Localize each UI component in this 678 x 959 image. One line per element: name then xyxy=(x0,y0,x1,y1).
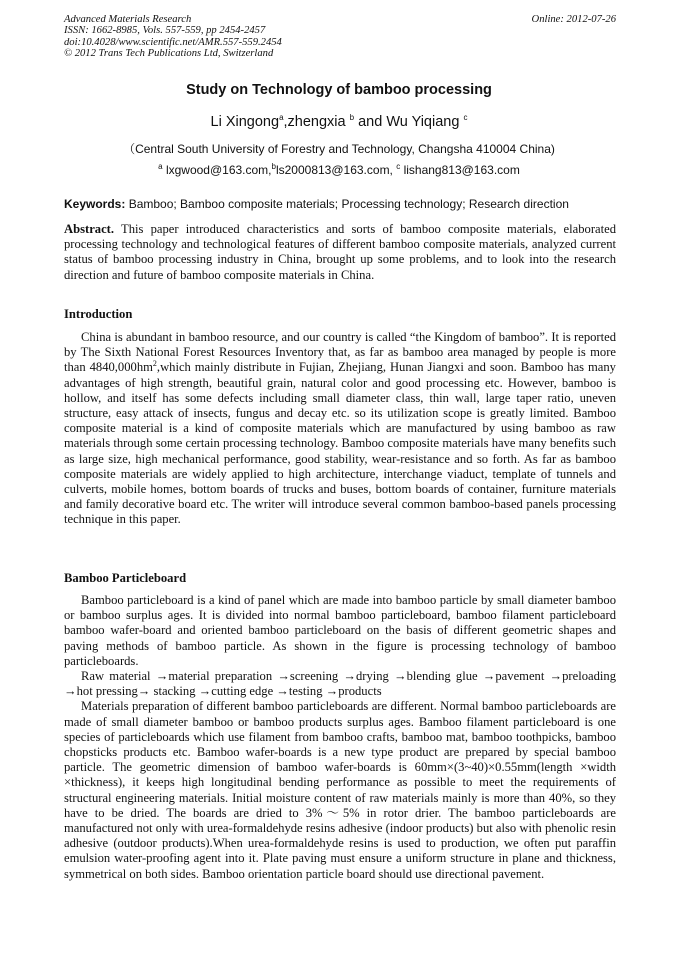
affil-marker: c xyxy=(463,113,468,123)
paragraph: Bamboo particleboard is a kind of panel which are made into bamboo particle by small diameter bamboo or bamboo surplus ages. It is divided into normal bamboo particleboard, bamboo filament particleboard bamboo wafer-board and oriented bamboo particleboard on the basis of different geometric shapes and paving methods of bamboo particle. As shown in the figure is processing technology of bamboo particleboards. xyxy=(64,593,616,668)
abstract-label: Abstract. xyxy=(64,222,115,236)
paragraph-text: China is abundant in bamboo resource, and our country is called “the Kingdom of bamboo”. It is reported by The Sixth National Forest Resources Inventory that, as far as bamboo area managed by people is more than 4840,000hm xyxy=(64,330,616,375)
keywords-label: Keywords: xyxy=(64,197,126,211)
author-name: Li Xingong xyxy=(210,114,280,130)
keywords-text: Bamboo; Bamboo composite materials; Processing technology; Research direction xyxy=(125,197,569,211)
journal-name: Advanced Materials Research xyxy=(64,14,192,25)
superscript: 2 xyxy=(152,359,157,369)
keywords xyxy=(64,197,616,211)
author-line xyxy=(0,114,678,130)
affiliation: （Central South University of Forestry and Technology, Changsha 410004 China) xyxy=(123,142,555,156)
process-flow: Raw material →material preparation →screening →drying →blending glue →pavement →preloading →hot pressing→ stacking →cutting edge →testing →products xyxy=(64,669,616,699)
copyright-line: © 2012 Trans Tech Publications Ltd, Switzerland xyxy=(64,48,274,60)
email-marker: b xyxy=(271,162,276,171)
online-date: Online: 2012-07-26 xyxy=(531,14,616,25)
paragraph: Materials preparation of different bamboo particleboards are different. Normal bamboo particleboards are made of small diameter bamboo or bamboo products surplus ages. Bamboo filament particleboard is one species of particleboards which use filament from bamboo crafts, bamboo mat, bamboo toothpicks, bamboo chopsticks products etc. Bamboo wafer-boards is a new type product are prepared by special bamboo particle. The geometric dimension of bamboo wafer-boards is 60mm×(3~40)×0.55mm(length ×width ×thickness), it keeps high longitudinal bending performance as possible to meet the requirements of structural engineering materials. Initial moisture content of raw materials mainly is more than 40%, so they have to be dried. The boards are dried to 3%～5% in rotor drier. The bamboo particleboards are manufactured not only with urea-formaldehyde resins adhesive (indoor products) but also with phenolic resin adhesive (outdoor products).When urea-formaldehyde resins is used to production, we often put paraffin emulsion water-proofing agent into it. Plate paving must ensure a uniform structure in plane and thickness, symmetrical on both sides. Bamboo orientation particle board should use directional pavement. xyxy=(64,699,616,881)
email-text: lishang813@163.com xyxy=(400,163,520,177)
section-heading-introduction: Introduction xyxy=(64,307,133,321)
journal-header xyxy=(64,14,616,60)
paragraph-text: ,which mainly distribute in Fujian, Zhejiang, Hunan Jiangxi and soon. Bamboo has many advantages of high strength, beautiful grain, natural color and good processing etc. However, bamboo is hollow, and itself has some defects including small diameter class, thin wall, large taper ratio, uneven structure, easy attack of insects, fungus and decay etc. so its utilization scope is greatly limited. Bamboo composite material is a kind of composite materials which are manufactured by using bamboo as raw materials through some certain processing technology. Bamboo composite materials have many benefits such as large size, high mechanical performance, good stability, wear-resistance and so forth. As far as bamboo composite materials are widely applied to high architecture, interchange viaduct, template of tunnels and culverts, mobile homes, bottom boards of trucks and buses, bottom boards of container, furniture materials and family decorative board etc. The writer will introduce several common bamboo-based panels processing technique in this paper. xyxy=(64,360,616,527)
email-marker: a xyxy=(158,162,163,171)
email-line xyxy=(0,163,678,177)
introduction-body xyxy=(64,330,616,528)
email-text: ls2000813@163.com, xyxy=(275,163,397,177)
affil-marker: a xyxy=(279,113,284,123)
abstract-text: This paper introduced characteristics and sorts of bamboo composite materials, elaborated processing technology and technological features of different bamboo composite materials, analyzed current status of bamboo processing industry in China, brought up some problems, and to look into the research direction and future of bamboo composite materials in China. xyxy=(64,222,616,282)
issn-line: ISSN: 1662-8985, Vols. 557-559, pp 2454-2457 xyxy=(64,25,266,37)
author-name: ,zhengxia xyxy=(283,114,350,130)
abstract xyxy=(64,222,616,283)
email-text: lxgwood@163.com, xyxy=(162,163,272,177)
email-marker: c xyxy=(396,162,401,171)
author-name: and Wu Yiqiang xyxy=(354,114,464,130)
particleboard-body xyxy=(64,593,616,882)
affil-marker: b xyxy=(349,113,355,123)
doi-line: doi:10.4028/www.scientific.net/AMR.557-559.2454 xyxy=(64,36,282,48)
paper-title: Study on Technology of bamboo processing xyxy=(186,82,492,98)
section-heading-particleboard: Bamboo Particleboard xyxy=(64,571,187,585)
paragraph xyxy=(64,330,616,528)
